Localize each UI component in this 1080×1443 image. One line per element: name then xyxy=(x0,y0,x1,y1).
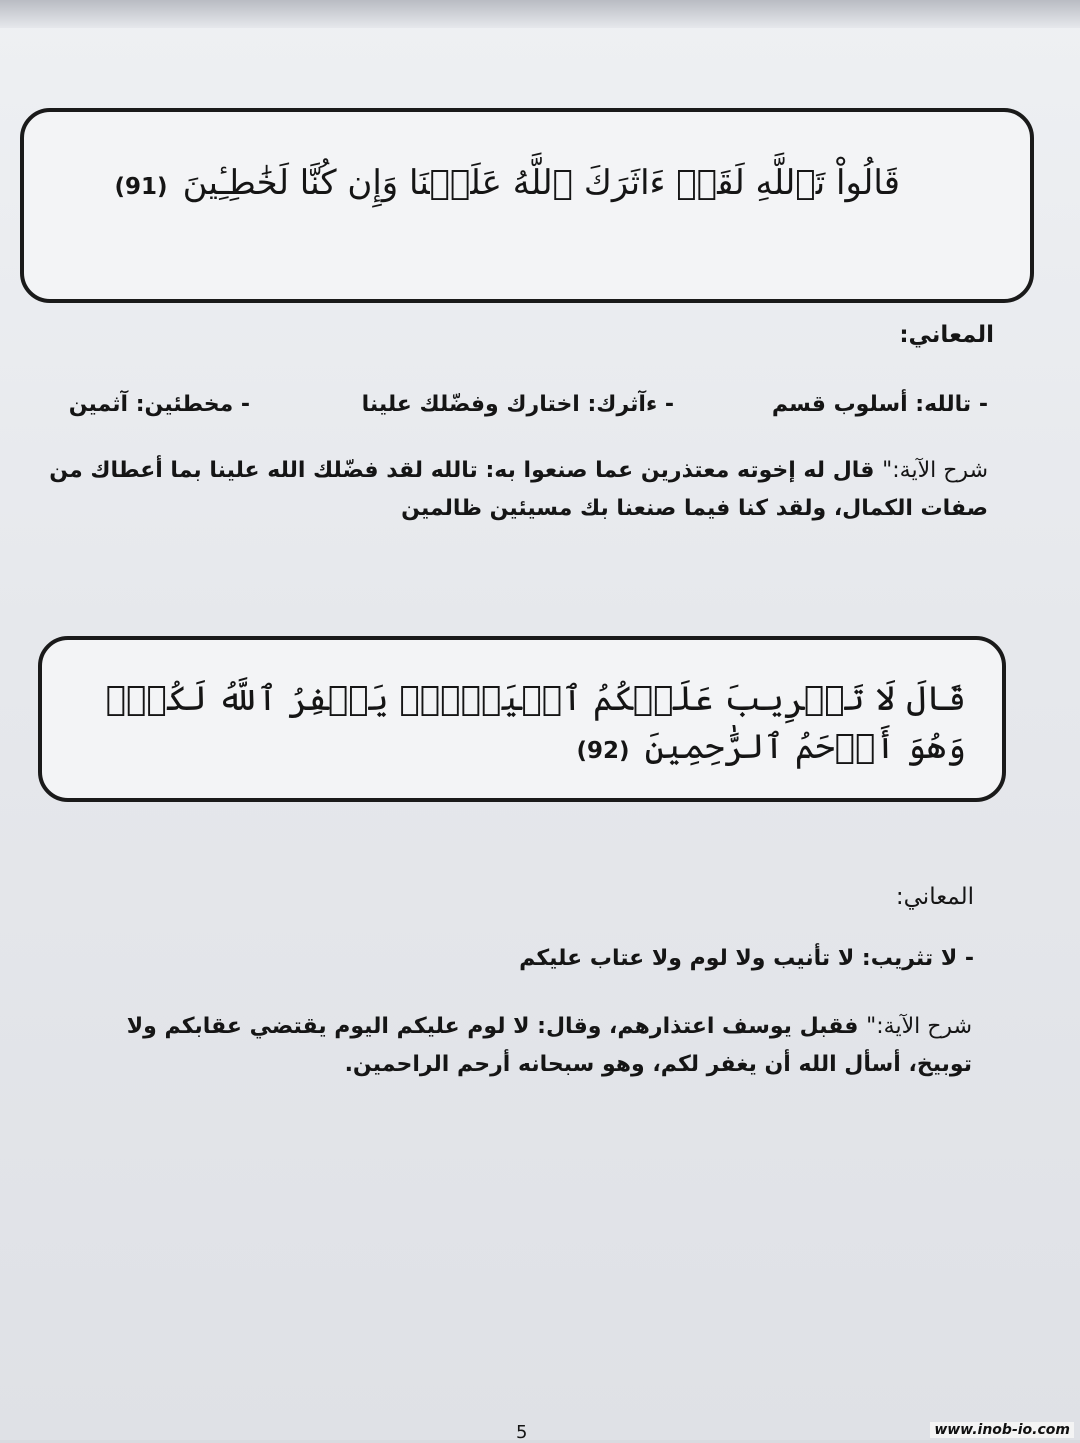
meaning-2-1: - لا تثريب: لا تأنيب ولا لوم ولا عتاب عليكم xyxy=(519,946,974,971)
explanation-1-text: قال له إخوته معتذرين عما صنعوا به: تالله لقد فضّلك الله علينا بما أعطاك من صفات الكمال، ولقد كنا فيما صنعنا بك مسيئين ظالمين xyxy=(49,458,988,521)
site-watermark: www.inob-io.com xyxy=(930,1422,1074,1438)
verse-92-text: قَالَ لَا تَثۡرِيبَ عَلَيۡكُمُ ٱلۡيَوۡمَۖ يَغۡفِرُ ٱللَّهُ لَكُمۡۖ وَهُوَ أَرۡحَمُ ٱلرَّٰحِمِينَ xyxy=(105,679,966,767)
meaning-1-3: - مخطئين: آثمين xyxy=(68,392,250,417)
page-edge-shadow xyxy=(0,0,1080,28)
meanings-heading-1: المعاني: xyxy=(899,322,994,348)
meaning-1-2: - ءآثرك: اختارك وفضّلك علينا xyxy=(361,392,674,417)
explanation-1 xyxy=(30,452,988,528)
verse-91-text: قَالُواْ تَٱللَّهِ لَقَدۡ ءَاثَرَكَ ٱللَّهُ عَلَيۡنَا وَإِن كُنَّا لَخَٰطِـِٔينَ xyxy=(182,163,900,203)
explanation-1-label: شرح الآية:" xyxy=(882,458,988,483)
verse-92-box xyxy=(38,636,1006,802)
explanation-2-label: شرح الآية:" xyxy=(866,1014,972,1039)
meanings-heading-2: المعاني: xyxy=(895,884,974,910)
explanation-2-text: فقبل يوسف اعتذارهم، وقال: لا لوم عليكم اليوم يقتضي عقابكم ولا توبيخ، أسأل الله أن يغفر لكم، وهو سبحانه أرحم الراحمين. xyxy=(126,1014,972,1077)
verse-91-number: (91) xyxy=(114,174,168,200)
explanation-2 xyxy=(72,1008,972,1084)
verse-91-box xyxy=(20,108,1034,303)
page-number: 5 xyxy=(516,1422,528,1443)
verse-92-number: (92) xyxy=(576,737,630,764)
meaning-1-1: - تالله: أسلوب قسم xyxy=(771,392,988,417)
